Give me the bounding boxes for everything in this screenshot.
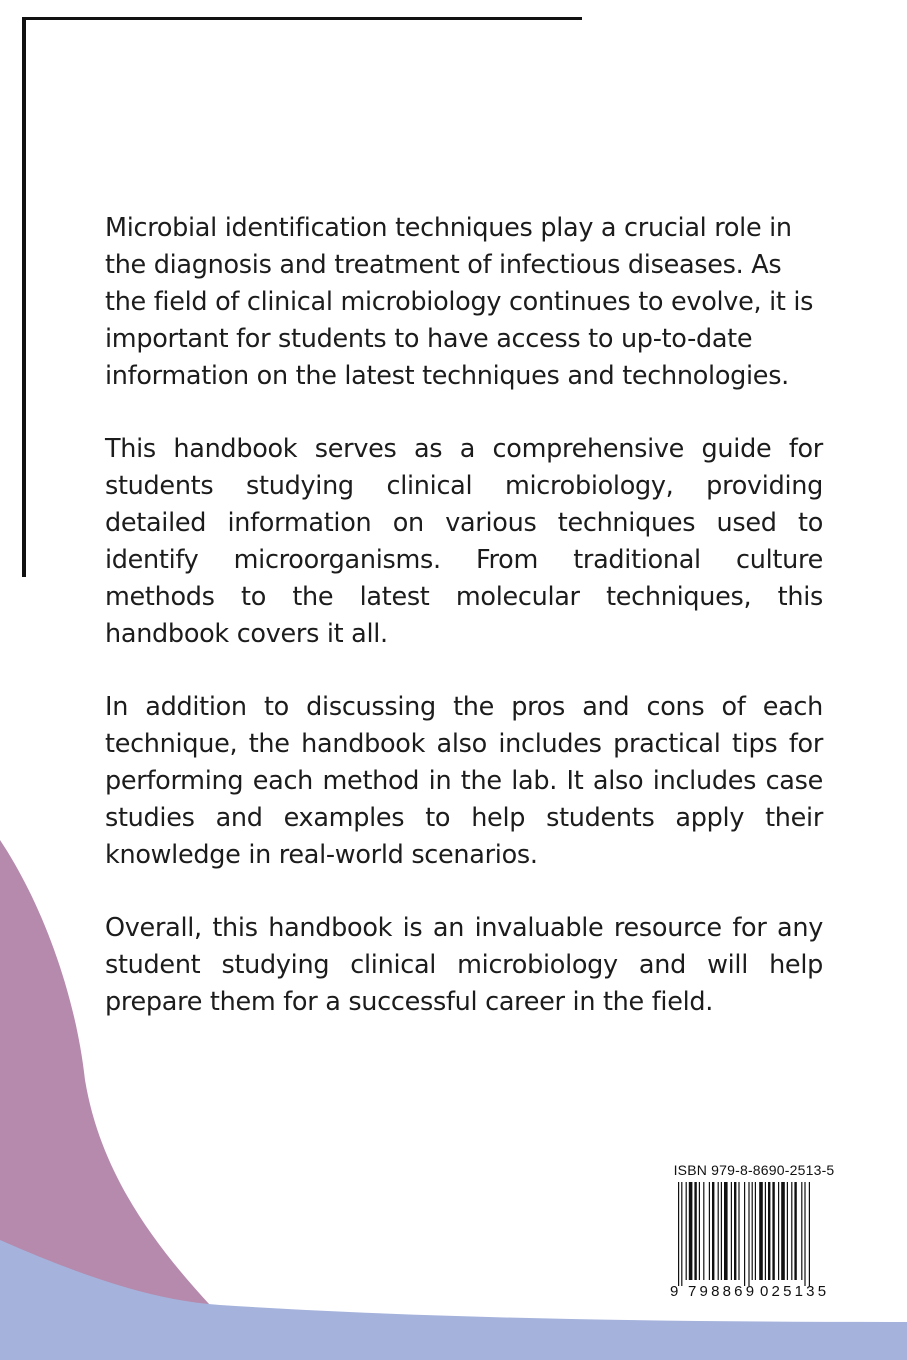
- barcode-bar: [721, 1182, 722, 1280]
- barcode-bar: [718, 1182, 719, 1280]
- back-cover-description: [105, 210, 823, 1057]
- barcode-bar: [694, 1182, 696, 1280]
- barcode-bar: [759, 1182, 763, 1280]
- barcode-digits-left: 798869: [688, 1283, 758, 1300]
- description-paragraph-3: In addition to discussing the pros and cons of each technique, the handbook also includes practical tips for performing each method in the lab. It also includes case studies and examples to help students apply their knowledge in real-world scenarios.: [105, 692, 823, 870]
- barcode-bar: [703, 1182, 704, 1280]
- barcode-bar: [748, 1182, 749, 1286]
- isbn-barcode-block: [668, 1158, 840, 1308]
- barcode-bar: [778, 1182, 779, 1280]
- barcode-bar: [804, 1182, 805, 1286]
- barcode-bar: [787, 1182, 788, 1280]
- barcode-bar: [772, 1182, 774, 1280]
- barcode-bar: [791, 1182, 792, 1280]
- frame-top-line: [22, 17, 582, 20]
- barcode-bar: [712, 1182, 714, 1280]
- barcode-bar: [686, 1182, 687, 1280]
- barcode-bar: [699, 1182, 700, 1280]
- barcode-digit-lead: 9: [670, 1283, 679, 1300]
- frame-left-line: [22, 17, 26, 577]
- barcode-image: [668, 1182, 840, 1287]
- barcode-bar: [731, 1182, 732, 1280]
- barcode-bar: [709, 1182, 710, 1280]
- barcode-bar: [765, 1182, 766, 1280]
- description-paragraph-4: Overall, this handbook is an invaluable resource for any student studying clinical microbiology and will help prepare them for a successful career in the field.: [105, 913, 823, 1017]
- barcode-bar: [752, 1182, 753, 1280]
- description-paragraph-1: Microbial identification techniques play a crucial role in the diagnosis and treatment of infectious diseases. As the field of clinical microbiology continues to evolve, it is important for students to have access to up-to-date information on the latest techniques and technologies.: [105, 213, 814, 391]
- barcode-bar: [801, 1182, 802, 1280]
- barcode-bar: [681, 1182, 682, 1286]
- barcode-bar: [734, 1182, 736, 1280]
- barcode-bar: [794, 1182, 796, 1280]
- barcode-bar: [809, 1182, 810, 1286]
- barcode-bar: [724, 1182, 728, 1280]
- barcode-bar: [744, 1182, 745, 1286]
- barcode-bar: [738, 1182, 739, 1280]
- barcode-bar: [768, 1182, 770, 1280]
- barcode-bar: [689, 1182, 693, 1280]
- isbn-label: ISBN 979-8-8690-2513-5: [673, 1162, 835, 1178]
- barcode-digits-right: 025135: [760, 1283, 830, 1300]
- barcode-bar: [678, 1182, 679, 1286]
- description-paragraph-2: This handbook serves as a comprehensive guide for students studying clinical microbiology, providing detailed information on various techniques used to identify microorganisms. From traditional culture methods to the latest molecular techniques, this handbook covers it all.: [105, 434, 823, 649]
- barcode-bar: [781, 1182, 785, 1280]
- barcode-bar: [755, 1182, 756, 1280]
